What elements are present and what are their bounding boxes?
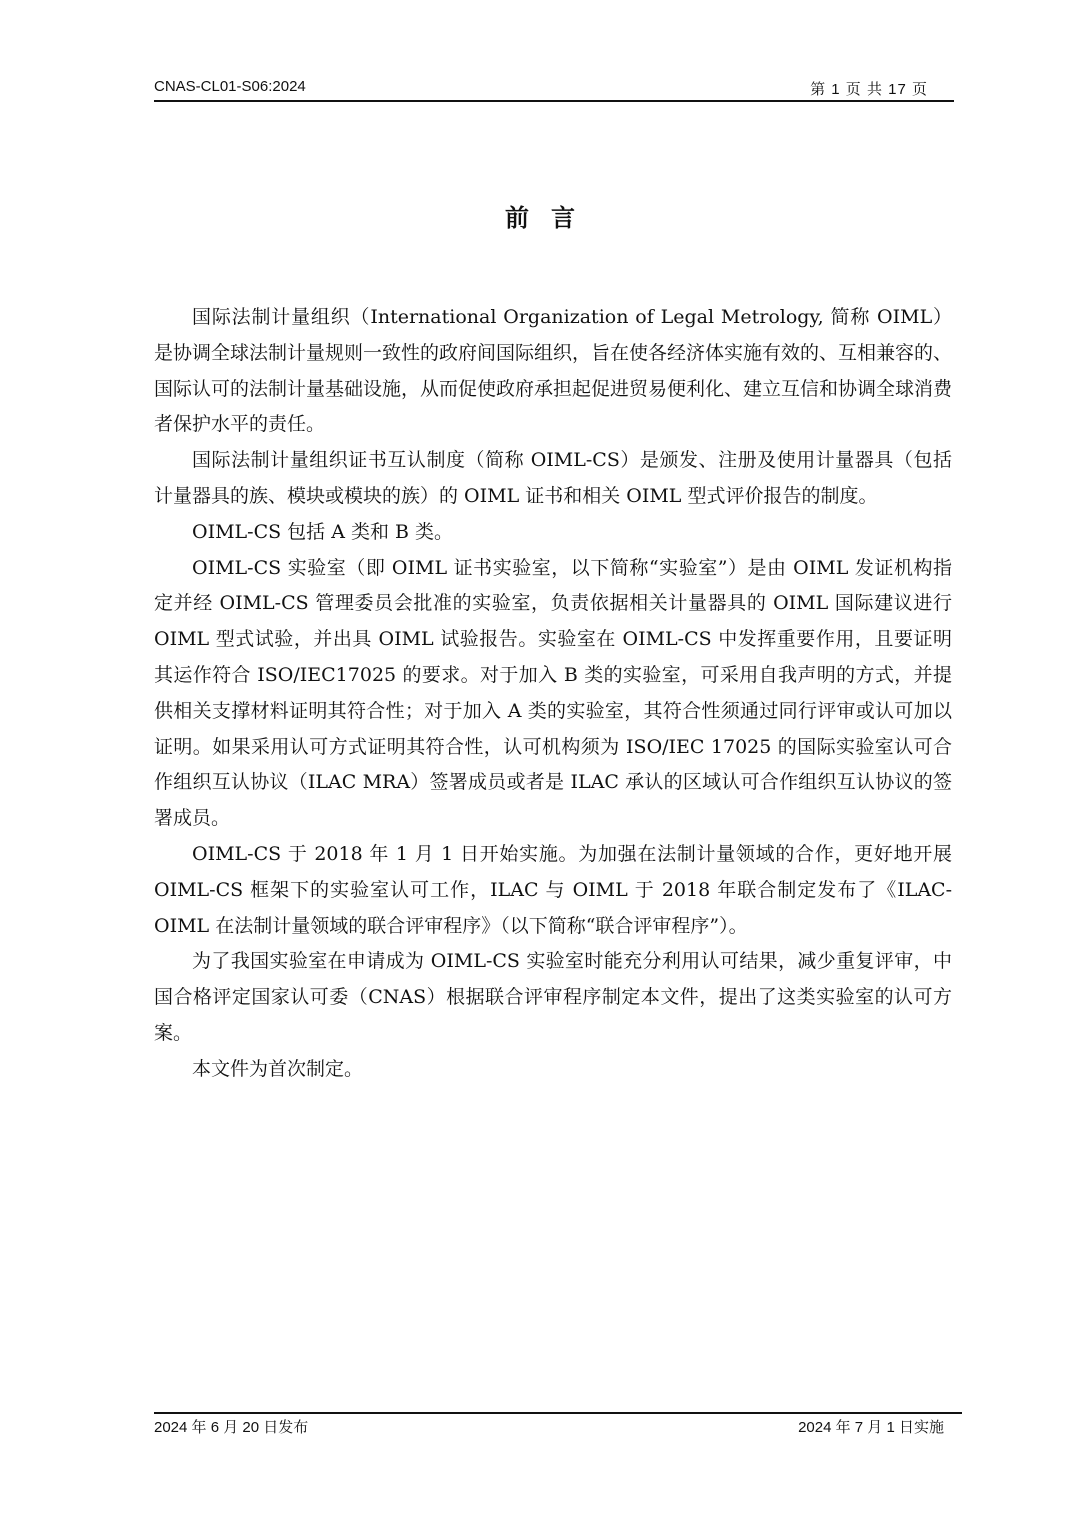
paragraph-cnas-scheme: 为了我国实验室在申请成为 OIML-CS 实验室时能充分利用认可结果，减少重复评审，中国合格评定国家认可委（CNAS）根据联合评审程序制定本文件，提出了这类实验室的认可方案。 bbox=[154, 950, 952, 1044]
document-code: CNAS-CL01-S06:2024 bbox=[154, 78, 306, 95]
page-number: 第 1 页 共 17 页 bbox=[810, 81, 928, 98]
paragraph-oiml-cs-categories: OIML-CS 包括 A 类和 B 类。 bbox=[192, 520, 454, 543]
footer-divider bbox=[154, 1412, 962, 1414]
section-title: 前言 bbox=[505, 204, 597, 232]
effective-date: 2024 年 7 月 1 日实施 bbox=[798, 1419, 944, 1436]
header-divider bbox=[154, 100, 954, 102]
body-text bbox=[154, 300, 952, 1088]
paragraph-oiml-cs-definition: 国际法制计量组织证书互认制度（简称 OIML-CS）是颁发、注册及使用计量器具（包括计量器具的族、模块或模块的族）的 OIML 证书和相关 OIML 型式评价报告的制度。 bbox=[154, 449, 952, 507]
paragraph-joint-assessment: OIML-CS 于 2018 年 1 月 1 日开始实施。为加强在法制计量领域的合作，更好地开展 OIML-CS 框架下的实验室认可工作，ILAC 与 OIML 于 2018 年联合制定发布了《ILAC-OIML 在法制计量领域的联合评审程序》（以下简称“联合评审程序”）。 bbox=[154, 842, 952, 937]
page-footer bbox=[154, 1416, 944, 1440]
page-header bbox=[154, 76, 954, 102]
paragraph-first-edition: 本文件为首次制定。 bbox=[192, 1057, 364, 1080]
issue-date: 2024 年 6 月 20 日发布 bbox=[154, 1419, 309, 1436]
paragraph-oiml-intro: 国际法制计量组织（International Organization of Legal Metrology, 简称 OIML）是协调全球法制计量规则一致性的政府间国际组织，旨在使各经济体实施有效的、互相兼容的、国际认可的法制计量基础设施，从而促使政府承担起促进贸易便利化、建立互信和协调全球消费者保护水平的责任。 bbox=[154, 306, 953, 436]
paragraph-oiml-cs-laboratory: OIML-CS 实验室（即 OIML 证书实验室，以下简称“实验室”）是由 OIML 发证机构指定并经 OIML-CS 管理委员会批准的实验室，负责依据相关计量器具的 OIML 国际建议进行 OIML 型式试验，并出具 OIML 试验报告。实验室在 OIML-CS 中发挥重要作用，且要证明其运作符合 ISO/IEC17025 的要求。对于加入 B 类的实验室，可采用自我声明的方式，并提供相关支撑材料证明其符合性；对于加入 A 类的实验室，其符合性须通过同行评审或认可加以证明。如果采用认可方式证明其符合性，认可机构须为 ISO/IEC 17025 的国际实验室认可合作组织互认协议（ILAC MRA）签署成员或者是 ILAC 承认的区域认可合作组织互认协议的签署成员。 bbox=[154, 556, 952, 830]
